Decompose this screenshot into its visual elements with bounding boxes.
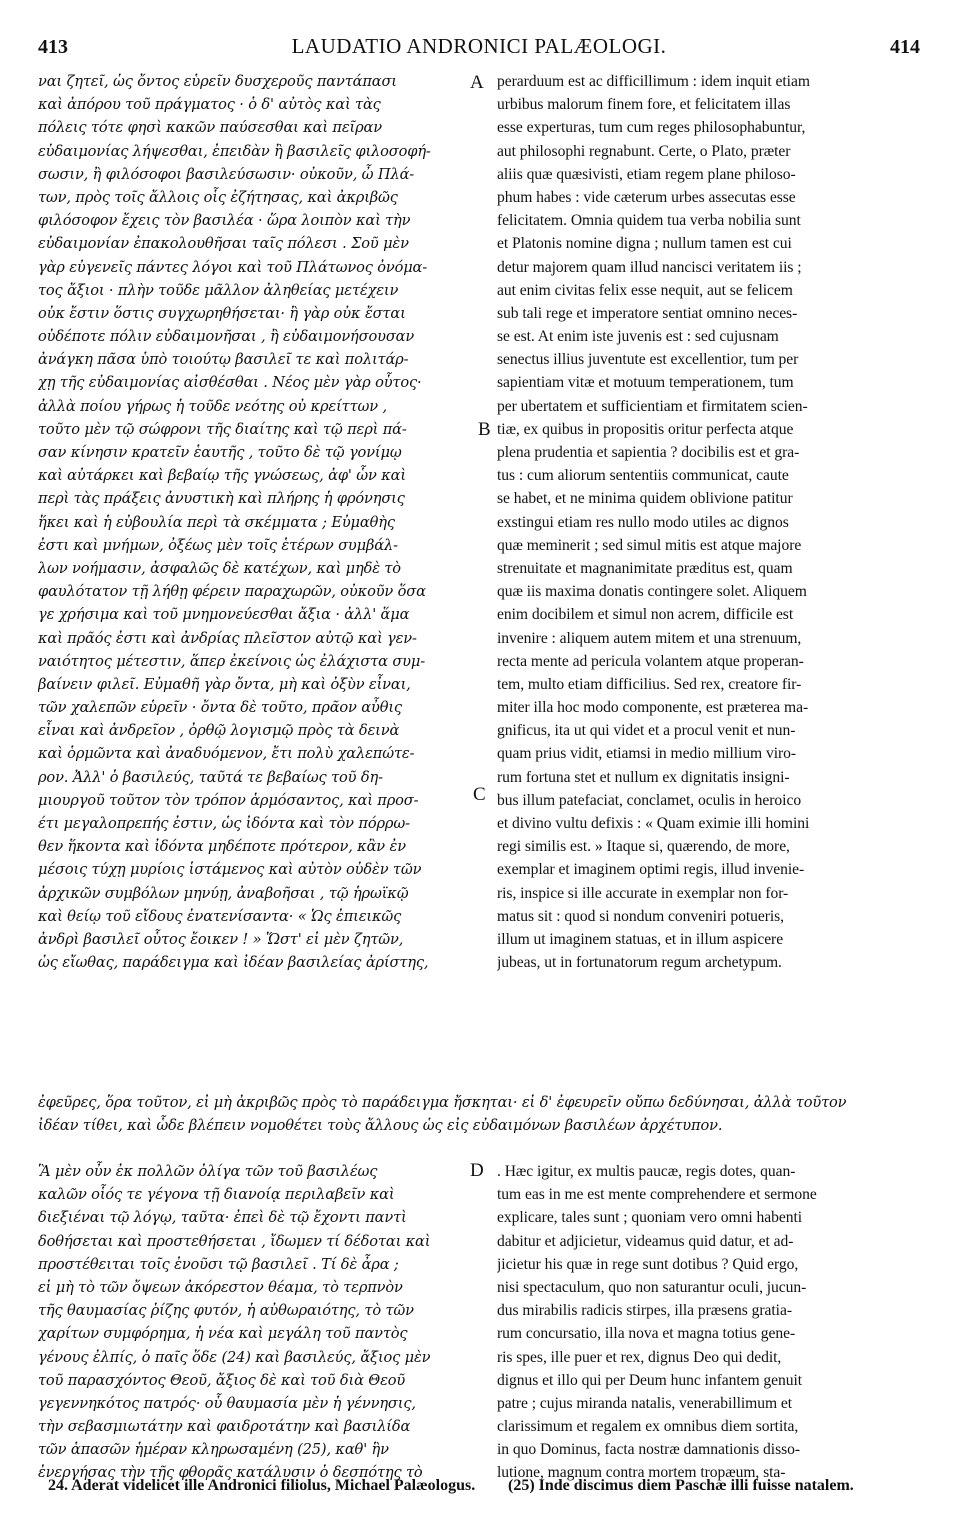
greek-text-line: ἐστι καὶ μνήμων, ὀξέως μὲν τοῖς ἑτέρων συμβάλ- (38, 536, 398, 554)
latin-text-line: quæ iis maxima donatis contingere solet. Aliquem (497, 583, 807, 601)
latin-text-line: plena prudentia et sapientia ? docibilis est et gra- (497, 444, 800, 461)
latin-text-line: se est. At enim iste juvenis est : sed cujusnam (497, 328, 779, 346)
greek-text-line: γεγεννηκότος πατρός· οὗ θαυμασία μὲν ἡ γέννησις, (38, 1394, 416, 1412)
latin-text-line: dabitur et adjicietur, videamus quid datur, et ad- (497, 1232, 794, 1250)
latin-text-line: senectus illius juventute est excellentior, tum per (497, 351, 799, 369)
section-marker-d: D (470, 1160, 484, 1181)
latin-text-line: rum fortuna stet et nullum ex dignitatis insigni- (497, 768, 790, 786)
latin-text-line: miter illa hoc modo componente, est præterea ma- (497, 699, 809, 717)
greek-text-line: τὴν σεβασμιωτάτην καὶ φαιδροτάτην καὶ βασιλίδα (38, 1418, 411, 1436)
latin-text-line: patre ; cujus miranda natalis, venerabillimum et (497, 1394, 793, 1412)
greek-text-line: ἥκει καὶ ἡ εὐβουλία περὶ τὰ σκέμματα ; Εὐμαθὴς (38, 513, 395, 531)
latin-text-line: strenuitate et magnanimitate præditus est, quam (497, 559, 793, 577)
greek-text-line: καὶ ὁρμῶντα καὶ ἀναδυόμενον, ἔτι πολὺ χαλεπώτε- (38, 745, 415, 763)
greek-text-line: έτι μεγαλοπρεπής ἐστιν, ὡς ἰδόντα καὶ τὸν πόρρω- (38, 815, 410, 832)
greek-text-line: καλῶν οἷός τε γέγονα τῇ διανοίᾳ περιλαβεῖν καὶ (38, 1186, 395, 1204)
greek-text-line: ρον. Ἀλλ' ὁ βασιλεύς, ταῦτά τε βεβαίως τοῦ δη- (38, 768, 383, 786)
latin-text-line: tum eas in me est mente comprehendere et sermone (497, 1186, 817, 1204)
latin-text-line: gnificus, ita ut qui videt et a procul venit et nun- (497, 722, 796, 740)
latin-text-line: rum concursatio, illa nova et magna totius gene- (497, 1325, 796, 1343)
greek-text-line: εὐδαιμονίαν ἐπακολουθῆσαι ταῖς πόλεσι . Σοῦ μὲν (38, 235, 409, 253)
latin-text-line: se habet, et ne minima quidem oblivione patitur (497, 490, 793, 508)
page-number-right: 414 (890, 36, 920, 58)
latin-text-line: nisi spectaculum, quo non saturantur oculi, jucun- (497, 1278, 807, 1296)
latin-text-line: ris spes, ille puer et rex, dignus Deo qui dedit, (497, 1348, 782, 1366)
greek-text-line: μιουργοῦ τοῦτον τὸν τρόπον ἁρμόσαντος, καὶ προσ- (38, 791, 419, 809)
latin-text-line: invenire : aliquem autem mitem et una strenuum, (497, 629, 802, 647)
latin-text-line: tiæ, ex quibus in propositis oritur perfecta atque (497, 420, 794, 438)
latin-text-line: esse experturas, tum cum reges philosophabuntur, (497, 119, 806, 137)
latin-text-line: enim docibilem et simul non acrem, difficile est (497, 606, 794, 624)
greek-text-line: οὐδέποτε πόλιν εὐδαιμονῆσαι , ἢ εὐδαιμονήσουσαν (38, 328, 415, 346)
greek-text-line: ὡς εἴωθας, παράδειγμα καὶ ἰδέαν βασιλείας ἀρίστης, (38, 954, 429, 972)
latin-text-line: recta mente ad pericula volantem atque properan- (497, 652, 804, 670)
latin-text-line: ris, inspice si ille accurate in exemplar non for- (497, 884, 789, 902)
greek-text-line: ἀνάγκη πᾶσα ὑπὸ τοιούτῳ βασιλεῖ τε καὶ πολιτάρ- (38, 351, 409, 369)
greek-text-line: φαυλότατον τῇ λήθῃ φέρειν παραχωρῶν, οὐκοῦν ὅσα (38, 583, 426, 601)
latin-text-line: dus mirabilis radicis stirpes, illa præsens gratia- (497, 1302, 792, 1320)
greek-text-line: λων νοήμασιν, ἀσφαλῶς δὲ κατέχων, καὶ μηδὲ τὸ (38, 559, 401, 577)
greek-text-line: ναιότητος μέτεστιν, ἅπερ ἐκείνοις ὡς ἐλάχιστα συμ- (38, 652, 425, 670)
section-marker-c: C (473, 784, 486, 805)
greek-text-line: ἀλλὰ ποίου γήρως ἡ τοῦδε νεότης οὐ κρείττων , (38, 397, 387, 415)
greek-text-line: τοῦτο μὲν τῷ σώφρονι τῆς διαίτης καὶ τῷ περὶ πά- (38, 420, 407, 438)
latin-text-line: phum habes : vide cæterum urbes assecutas esse (497, 188, 796, 206)
greek-text-line: οὐκ ἔστιν ὅστις συγχωρηθήσεται· ἢ γὰρ οὐκ ἔσται (38, 304, 406, 322)
footnote-24: 24. Aderat videlicet ille Andronici filiolus, Michael Palæologus. (48, 1477, 476, 1494)
greek-text-line: χαρίτων συμφόρημα, ἡ νέα καὶ μεγάλη τοῦ παντὸς (38, 1325, 408, 1343)
greek-text-line: καὶ αὐτάρκει καὶ βεβαίῳ τῆς γνώσεως, ἀφ' ὧν καὶ (38, 467, 406, 485)
latin-column-top (497, 70, 925, 974)
latin-text-line: detur majorem quam illud nancisci veritatem iis ; (497, 258, 802, 276)
greek-text-line: εἶναι καὶ ἀνδρεῖον , ὀρθῷ λογισμῷ πρὸς τὰ δεινὰ (38, 722, 400, 740)
greek-column-bottom (38, 1160, 486, 1485)
greek-text-line: πόλεις τότε φησὶ κακῶν παύσεσθαι καὶ πεῖραν (38, 119, 382, 137)
greek-text-line: καὶ πρᾶός ἐστι καὶ ἀνδρίας πλεῖστον αὐτῷ καὶ γεν- (38, 629, 417, 647)
page-number-left: 413 (38, 36, 68, 58)
greek-text-line: σωσιν, ἢ φιλόσοφοι βασιλεύσωσιν· οὐκοῦν, ὦ Πλά- (38, 165, 415, 183)
greek-text-line: εἰ μὴ τὸ τῶν ὄψεων ἀκόρεστον θέαμα, τὸ τερπνὸν (38, 1278, 403, 1296)
latin-text-line: . Hæc igitur, ex multis paucæ, regis dotes, quan- (497, 1163, 796, 1180)
latin-text-line: et Platonis nomine digna ; nullum tamen est cui (497, 235, 792, 253)
latin-text-line: quæ meminerit ; sed simul mitis est atque majore (497, 536, 802, 554)
latin-text-line: tem, multo etiam difficilius. Sed rex, creatore fir- (497, 675, 802, 693)
greek-text-line: ἰδέαν τίθει, καὶ ὧδε βλέπειν νομοθέτει τοὺς ἄλλους ὡς εἰς εὐδαιμόνων βασιλέων ἀρχέτυπον. (38, 1117, 723, 1135)
latin-text-line: clarissimum et regalem ex omnibus diem sortita, (497, 1418, 799, 1436)
latin-text-line: aliis quæ quæsivisti, etiam regem plane philoso- (497, 165, 796, 183)
latin-text-line: exemplar et imaginem optimi regis, illud invenie- (497, 861, 805, 879)
section-marker-b: B (478, 419, 491, 440)
greek-text-line: τῶν ἁπασῶν ἡμέραν κληρωσαμένη (25), καθ' ἣν (38, 1441, 389, 1459)
latin-text-line: exstingui etiam res nullo modo utiles ac dignos (497, 513, 789, 531)
latin-text-line: urbibus malorum finem fore, et felicitatem illas (497, 96, 791, 114)
greek-text-line: καὶ ἀπόρου τοῦ πράγματος · ὁ δ' αὐτὸς καὶ τὰς (38, 96, 381, 114)
latin-column-bottom (497, 1160, 925, 1485)
latin-text-line: dignus et illo qui per Deum hunc infantem genuit (497, 1371, 803, 1389)
latin-text-line: sapientiam vitæ et motuum temperationem, tum (497, 374, 794, 392)
greek-text-line: χῃ τῆς εὐδαιμονίας αἰσθέσθαι . Νέος μὲν γὰρ οὗτος· (38, 374, 422, 392)
greek-text-line: γὰρ εὐγενεῖς πάντες λόγοι καὶ τοῦ Πλάτωνος ὀνόμα- (38, 258, 428, 276)
greek-text-line: Ἃ μὲν οὖν ἐκ πολλῶν ὀλίγα τῶν τοῦ βασιλέως (38, 1163, 378, 1180)
latin-text-line: aut philosophi regnabunt. Certe, o Plato, præter (497, 142, 791, 160)
greek-text-line: γένους ἐλπίς, ὁ παῖς ὅδε (24) καὶ βασιλεύς, ἄξιος μὲν (38, 1348, 431, 1366)
latin-text-line: lutione, magnum contra mortem tropæum, sta- (497, 1464, 786, 1482)
greek-text-line: γε χρήσιμα καὶ τοῦ μνημονεύεσθαι ἄξια · ἀλλ' ἅμα (38, 606, 410, 624)
latin-text-line: tus : cum aliorum sententiis communicat, caute (497, 467, 789, 485)
latin-text-line: jubeas, ut in fortunatorum regum archetypum. (497, 954, 782, 972)
greek-text-line: εὐδαιμονίας λήψεσθαι, ἐπειδὰν ἢ βασιλεῖς φιλοσοφή- (38, 142, 431, 160)
greek-text-line: τοῦ παρασχόντος Θεοῦ, ἄξιος δὲ καὶ τοῦ διὰ Θεοῦ (38, 1371, 406, 1389)
greek-text-line: μέσοις τύχῃ μυρίοις ἱστάμενος καὶ αὐτὸν οὐδὲν τῶν (38, 861, 422, 879)
latin-text-line: aut enim civitas felix esse nequit, aut se felicem (497, 281, 793, 299)
greek-text-line: τῆς θαυμασίας ῥίζης φυτόν, ἡ αὐθωραιότης, τὸ τῶν (38, 1302, 414, 1320)
greek-text-line: σαν κίνησιν κρατεῖν ἑαυτῆς , τοῦτο δὲ τῷ γονίμῳ (38, 444, 402, 461)
latin-text-line: perarduum est ac difficillimum : idem inquit etiam (497, 73, 810, 90)
greek-text-line: ἀρχικῶν συμβόλων μηνύῃ, ἀναβοῆσαι , τῷ ἡρωϊκῷ (38, 884, 409, 902)
latin-text-line: quam prius vidit, etiamsi in medio millium viro- (497, 745, 797, 763)
greek-text-line: καὶ θείῳ τοῦ εἴδους ἐνατενίσαντα· « Ὡς ἐπιεικῶς (38, 907, 402, 925)
greek-text-line: των, πρὸς τοῖς ἄλλοις οἷς ἐζήτησας, καὶ ἀκριβῶς (38, 188, 398, 206)
greek-text-line: προστέθειται τοῖς ἐνοῦσι τῷ βασιλεῖ . Τί δὲ ἆρα ; (38, 1255, 399, 1273)
greek-text-line: τος ἄξιοι · πλὴν τοῦδε μᾶλλον ἀληθείας μετέχειν (38, 281, 399, 299)
latin-text-line: sub tali rege et imperatore sentiat omnino neces- (497, 304, 798, 322)
greek-text-line: δοθήσεται καὶ προστεθήσεται , ἴδωμεν τί δέδοται καὶ (38, 1232, 431, 1250)
greek-column-top (38, 70, 486, 974)
greek-text-line: φιλόσοφον ἔχεις τὸν βασιλέα · ὥρα λοιπὸν καὶ τὴν (38, 212, 411, 230)
running-title: LAUDATIO ANDRONICI PALÆOLOGI. (291, 34, 667, 58)
greek-spanning-lines (38, 1091, 925, 1137)
latin-text-line: bus illum patefaciat, conclamet, oculis in heroico (497, 791, 802, 809)
greek-text-line: ναι ζητεῖ, ὡς ὄντος εὑρεῖν δυσχεροῦς παντάπασι (38, 73, 397, 90)
greek-text-line: ἐνεργήσας τὴν τῆς φθορᾶς κατάλυσιν ὁ δεσπότης τὸ (38, 1464, 423, 1482)
latin-text-line: felicitatem. Omnia quidem tua verba nobilia sunt (497, 212, 801, 230)
section-marker-a: A (470, 72, 484, 93)
latin-text-line: per ubertatem et sufficientiam et firmitatem scien- (497, 397, 808, 415)
latin-text-line: explicare, tales sunt ; quoniam vero omni habenti (497, 1209, 803, 1227)
greek-text-line: τῶν χαλεπῶν εὑρεῖν · ὄντα δὲ τοῦτο, πρᾶον αὖθις (38, 699, 402, 717)
latin-text-line: matus sit : quod si nondum conveniri potueris, (497, 907, 785, 925)
latin-text-line: illum ut imaginem statuas, et in illum aspicere (497, 930, 784, 948)
running-header (38, 34, 920, 64)
latin-text-line: in quo Dominus, facta nostræ damnationis disso- (497, 1441, 801, 1459)
greek-text-line: ἀνδρὶ βασιλεῖ οὗτος ἔοικεν ! » Ὥστ' εἰ μὲν ζητῶν, (38, 930, 404, 948)
footnote-25: (25) Inde discimus diem Paschæ illi fuisse natalem. (508, 1477, 854, 1494)
latin-text-line: regi similis est. » Itaque si, quærendo, de more, (497, 838, 790, 856)
greek-text-line: θεν ἥκοντα καὶ ἰδόντα μηδέποτε πρότερον, κἂν ἐν (38, 838, 406, 856)
greek-text-line: βαίνειν φιλεῖ. Εὐμαθῆ γὰρ ὄντα, μὴ καὶ ὀξὺν εἶναι, (38, 675, 411, 693)
greek-text-line: διεξιέναι τῷ λόγῳ, ταῦτα· ἐπεὶ δὲ τῷ ἔχοντι παντὶ (38, 1209, 407, 1227)
latin-text-line: jicietur his quæ in rege sunt dotibus ? Quid ergo, (497, 1255, 799, 1273)
greek-text-line: περὶ τὰς πράξεις ἀνυστικὴ καὶ πλήρης ἡ φρόνησις (38, 490, 405, 508)
latin-text-line: et divino vultu defixis : « Quam eximie illi homini (497, 815, 810, 832)
greek-text-line: ἐφεῦρες, ὅρα τοῦτον, εἰ μὴ ἀκριβῶς πρὸς τὸ παράδειγμα ἤσκηται· εἰ δ' ἐφευρεῖν οὔπω δεδύνησαι, ἀλλὰ τοῦτον (38, 1094, 847, 1111)
